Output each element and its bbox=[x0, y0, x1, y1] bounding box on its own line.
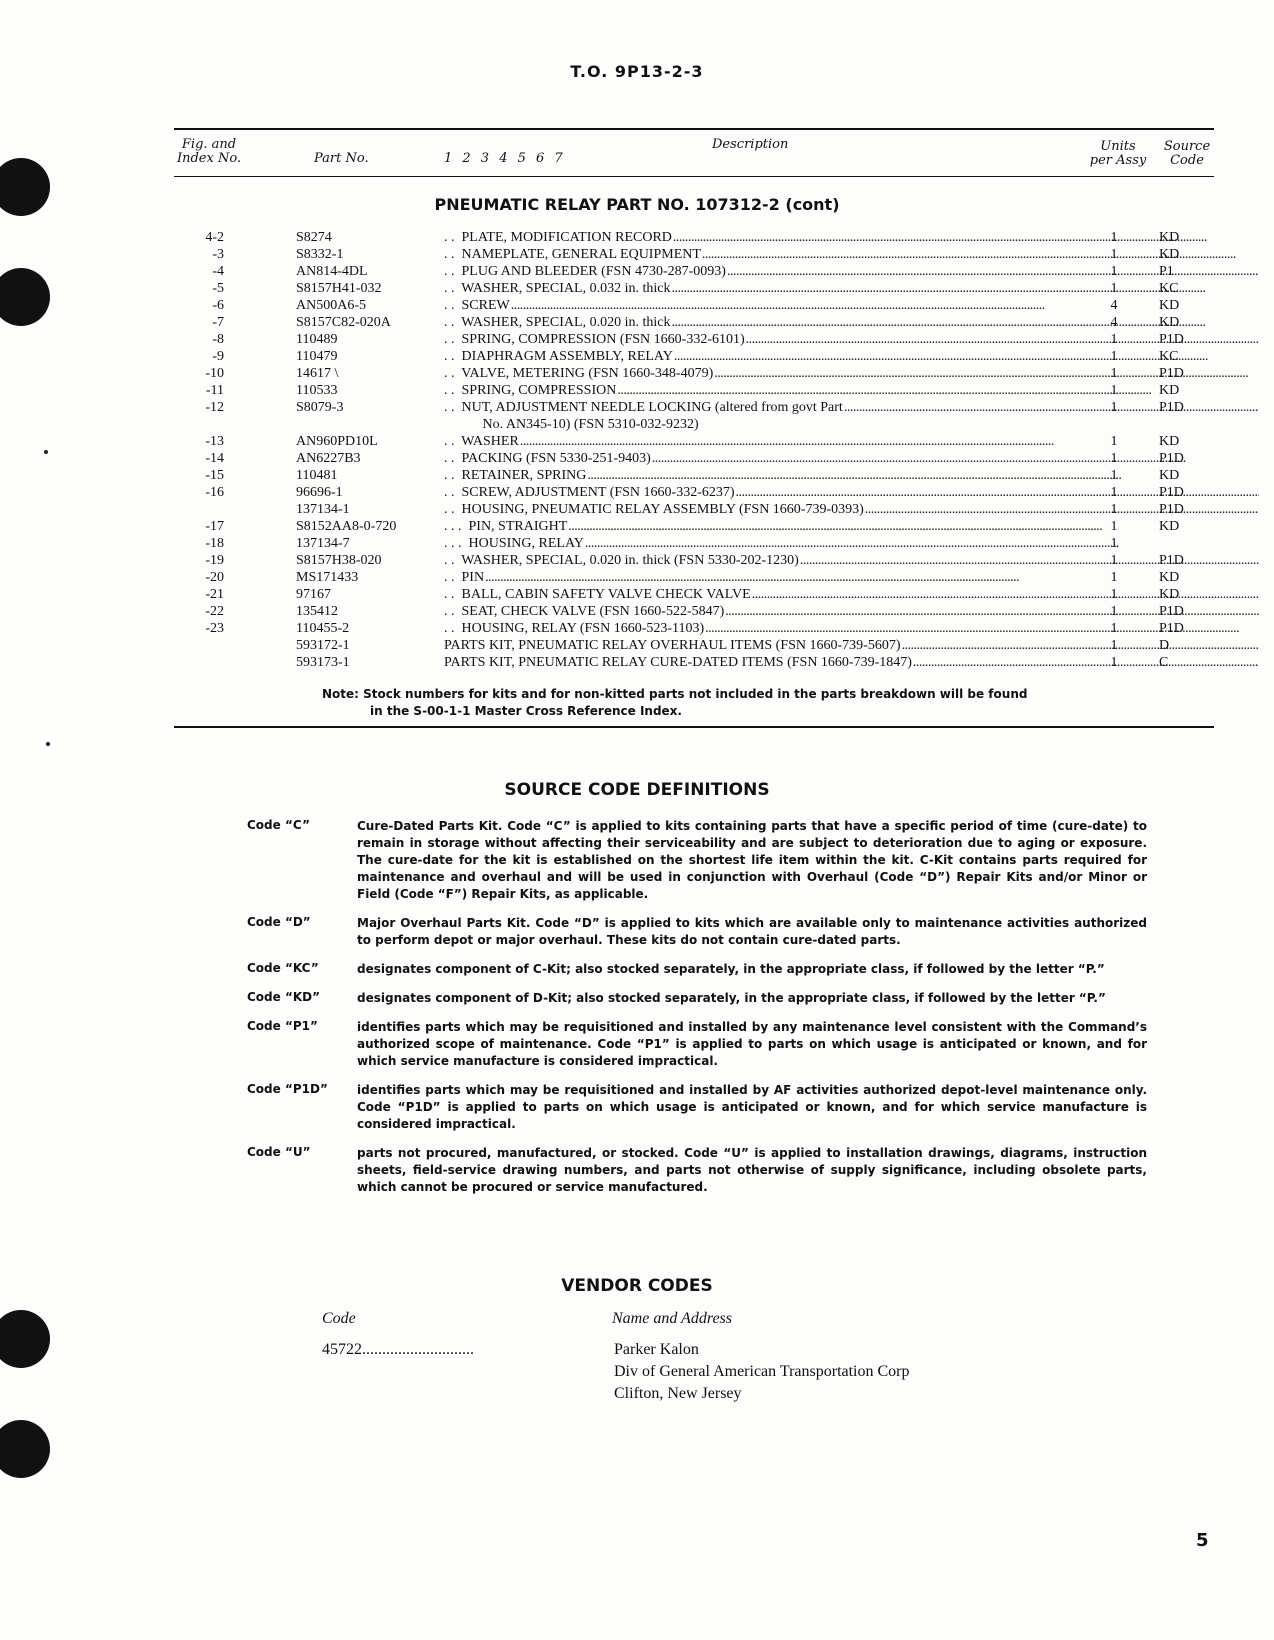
part-no: 110533 bbox=[296, 383, 338, 398]
part-no: S8079-3 bbox=[296, 400, 344, 415]
part-description bbox=[444, 637, 1259, 654]
units-per-assy: 1 bbox=[1110, 553, 1118, 568]
index-no: -11 bbox=[205, 383, 224, 398]
part-no: 135412 bbox=[296, 604, 338, 619]
parts-row bbox=[174, 229, 1214, 246]
source-code: P1D bbox=[1159, 502, 1184, 517]
parts-row bbox=[174, 637, 1214, 654]
part-description-text: . . SCREW, ADJUSTMENT (FSN 1660-332-6237) bbox=[444, 485, 735, 500]
source-code: KD bbox=[1159, 230, 1180, 245]
parts-row bbox=[174, 501, 1214, 518]
index-no: -18 bbox=[205, 536, 224, 551]
vendor-code-value: 45722............................ bbox=[322, 1341, 474, 1358]
part-description-text: . . NAMEPLATE, GENERAL EQUIPMENT bbox=[444, 247, 701, 262]
part-description-text: . . PIN bbox=[444, 570, 485, 585]
punch-hole bbox=[0, 1310, 50, 1368]
units-per-assy: 1 bbox=[1110, 383, 1118, 398]
scan-speck bbox=[46, 742, 50, 746]
part-no: AN6227B3 bbox=[296, 451, 361, 466]
index-no: -6 bbox=[212, 298, 224, 313]
fig-header-line2: Index No. bbox=[176, 151, 242, 166]
index-no: -15 bbox=[205, 468, 224, 483]
units-header-line1: Units bbox=[1100, 139, 1136, 154]
part-description bbox=[444, 433, 1259, 450]
parts-row bbox=[174, 450, 1214, 467]
part-description bbox=[444, 620, 1259, 637]
parts-row bbox=[174, 280, 1214, 297]
source-code: KD bbox=[1159, 570, 1180, 585]
units-per-assy: 1 bbox=[1110, 502, 1118, 517]
index-no: -9 bbox=[212, 349, 224, 364]
index-no: -14 bbox=[205, 451, 224, 466]
parts-row bbox=[174, 331, 1214, 348]
definition-item bbox=[247, 990, 1147, 1007]
part-description bbox=[444, 535, 1259, 552]
parts-row bbox=[174, 467, 1214, 484]
index-no: -10 bbox=[205, 366, 224, 381]
part-description-text: . . SPRING, COMPRESSION (FSN 1660-332-6101) bbox=[444, 332, 745, 347]
units-per-assy: 1 bbox=[1110, 655, 1118, 670]
units-per-assy: 1 bbox=[1110, 570, 1118, 585]
parts-row bbox=[174, 569, 1214, 586]
header-top-rule bbox=[174, 128, 1214, 130]
part-no-header: Part No. bbox=[314, 151, 369, 166]
source-code: KD bbox=[1159, 587, 1180, 602]
source-code: P1D bbox=[1159, 604, 1184, 619]
parts-row bbox=[174, 348, 1214, 365]
source-code: P1D bbox=[1159, 485, 1184, 500]
definition-code: Code “P1” bbox=[247, 1019, 318, 1033]
part-no: 593172-1 bbox=[296, 638, 350, 653]
description-header: Description bbox=[712, 137, 789, 152]
part-description bbox=[444, 484, 1259, 501]
source-code: C bbox=[1159, 655, 1169, 670]
source-code: P1D bbox=[1159, 400, 1184, 415]
part-description-text: . . PLATE, MODIFICATION RECORD bbox=[444, 230, 672, 245]
source-header bbox=[1160, 140, 1214, 168]
indent-header: 1 2 3 4 5 6 7 bbox=[444, 151, 566, 166]
part-description bbox=[444, 586, 1259, 603]
source-code: P1 bbox=[1159, 264, 1174, 279]
units-per-assy: 1 bbox=[1110, 604, 1118, 619]
parts-row bbox=[174, 552, 1214, 569]
definition-code: Code “KD” bbox=[247, 990, 320, 1004]
vendor-name-line3: Clifton, New Jersey bbox=[614, 1385, 742, 1402]
definition-code: Code “C” bbox=[247, 818, 310, 832]
punch-hole bbox=[0, 1420, 50, 1478]
part-no: S8157C82-020A bbox=[296, 315, 391, 330]
source-code: KD bbox=[1159, 315, 1180, 330]
source-code: KD bbox=[1159, 247, 1180, 262]
part-description-text: . . . PIN, STRAIGHT bbox=[444, 519, 568, 534]
units-per-assy: 1 bbox=[1110, 247, 1118, 262]
part-no: 110489 bbox=[296, 332, 338, 347]
part-no: 110479 bbox=[296, 349, 338, 364]
part-description-text: . . PACKING (FSN 5330-251-9403) bbox=[444, 451, 651, 466]
definition-text: Cure-Dated Parts Kit. Code “C” is applied to kits containing parts that have a specific period of time (cure-date) to remain in storage without affecting their serviceability and are subject to deterioration due to aging or exposure. The cure-date for the kit is established on the shortest life item within the kit. C-Kit contains parts required for maintenance and overhaul and will be used in conjunction with Overhaul (Code “D”) Repair Kits and/or Minor or Field (Code “F”) Repair Kits, as applicable. bbox=[357, 819, 1147, 901]
part-description bbox=[444, 382, 1259, 399]
part-no: 14617 \ bbox=[296, 366, 339, 381]
part-description bbox=[444, 331, 1259, 348]
units-per-assy: 1 bbox=[1110, 230, 1118, 245]
parts-row bbox=[174, 416, 1214, 433]
part-no: S8274 bbox=[296, 230, 332, 245]
part-description-text: . . HOUSING, PNEUMATIC RELAY ASSEMBLY (FSN 1660-739-0393) bbox=[444, 502, 864, 517]
index-no: -4 bbox=[212, 264, 224, 279]
units-per-assy: 1 bbox=[1110, 349, 1118, 364]
units-per-assy: 1 bbox=[1110, 485, 1118, 500]
units-per-assy: 1 bbox=[1110, 400, 1118, 415]
to-number: T.O. 9P13-2-3 bbox=[570, 62, 704, 81]
source-header-line2: Code bbox=[1170, 153, 1204, 168]
part-description bbox=[444, 552, 1259, 569]
units-per-assy: 1 bbox=[1110, 264, 1118, 279]
units-per-assy: 1 bbox=[1110, 519, 1118, 534]
part-description bbox=[444, 348, 1259, 365]
source-code: KD bbox=[1159, 383, 1180, 398]
part-description bbox=[444, 450, 1259, 467]
part-description-text: . . WASHER bbox=[444, 434, 519, 449]
vendor-name-line1: Parker Kalon bbox=[614, 1341, 699, 1358]
index-no: 4-2 bbox=[205, 230, 224, 245]
source-code: KD bbox=[1159, 519, 1180, 534]
part-no: S8157H41-032 bbox=[296, 281, 382, 296]
definition-text: designates component of C-Kit; also stocked separately, in the appropriate class, if followed by the letter “P.” bbox=[357, 962, 1105, 976]
part-description bbox=[444, 518, 1259, 535]
index-no: -16 bbox=[205, 485, 224, 500]
part-description bbox=[444, 569, 1259, 586]
part-no: S8332-1 bbox=[296, 247, 344, 262]
definition-code: Code “KC” bbox=[247, 961, 319, 975]
parts-row bbox=[174, 620, 1214, 637]
definition-item bbox=[247, 818, 1147, 903]
index-no: -12 bbox=[205, 400, 224, 415]
parts-row bbox=[174, 382, 1214, 399]
part-description-text: No. AN345-10) (FSN 5310-032-9232) bbox=[444, 417, 699, 432]
parts-list-title: PNEUMATIC RELAY PART NO. 107312-2 (cont) bbox=[434, 195, 840, 214]
part-no: S8157H38-020 bbox=[296, 553, 382, 568]
part-no: AN500A6-5 bbox=[296, 298, 366, 313]
parts-row bbox=[174, 586, 1214, 603]
vendor-code-header: Code bbox=[322, 1310, 356, 1327]
source-code-definitions bbox=[247, 818, 1147, 1208]
units-per-assy: 4 bbox=[1110, 315, 1118, 330]
index-no: -5 bbox=[212, 281, 224, 296]
part-description bbox=[444, 229, 1259, 246]
definition-item bbox=[247, 1082, 1147, 1133]
parts-list bbox=[174, 229, 1214, 671]
part-description-text: . . PLUG AND BLEEDER (FSN 4730-287-0093) bbox=[444, 264, 726, 279]
source-code: KC bbox=[1159, 281, 1179, 296]
part-description-text: . . SPRING, COMPRESSION bbox=[444, 383, 617, 398]
index-no: -19 bbox=[205, 553, 224, 568]
part-description bbox=[444, 297, 1259, 314]
part-no: AN960PD10L bbox=[296, 434, 378, 449]
vendor-name-header: Name and Address bbox=[612, 1310, 732, 1327]
part-description-text: . . WASHER, SPECIAL, 0.032 in. thick bbox=[444, 281, 671, 296]
part-no: 110481 bbox=[296, 468, 338, 483]
definition-item bbox=[247, 1019, 1147, 1070]
stock-number-note bbox=[322, 686, 1102, 720]
part-no: S8152AA8-0-720 bbox=[296, 519, 397, 534]
index-no: -7 bbox=[212, 315, 224, 330]
definition-item bbox=[247, 1145, 1147, 1196]
source-code: KD bbox=[1159, 298, 1180, 313]
units-per-assy: 1 bbox=[1110, 638, 1118, 653]
definition-text: identifies parts which may be requisitioned and installed by any maintenance level consistent with the Command’s authorized scope of maintenance. Code “P1” is applied to parts on which usage is anticipated or known, and for which service manufacture is considered impractical. bbox=[357, 1020, 1147, 1068]
source-code: P1D bbox=[1159, 451, 1184, 466]
parts-row bbox=[174, 297, 1214, 314]
punch-hole bbox=[0, 268, 50, 326]
definition-item bbox=[247, 961, 1147, 978]
part-description bbox=[444, 263, 1259, 280]
scan-speck bbox=[44, 450, 48, 454]
fig-index-header bbox=[174, 138, 244, 166]
part-no: 137134-1 bbox=[296, 502, 350, 517]
fig-header-line1: Fig. and bbox=[181, 137, 237, 152]
parts-row bbox=[174, 484, 1214, 501]
parts-row bbox=[174, 314, 1214, 331]
parts-row bbox=[174, 263, 1214, 280]
source-code: P1D bbox=[1159, 366, 1184, 381]
header-bottom-rule bbox=[174, 176, 1214, 177]
source-header-line1: Source bbox=[1163, 139, 1211, 154]
part-description-text: PARTS KIT, PNEUMATIC RELAY CURE-DATED ITEMS (FSN 1660-739-1847) bbox=[444, 655, 912, 670]
definition-code: Code “D” bbox=[247, 915, 311, 929]
units-per-assy: 1 bbox=[1110, 281, 1118, 296]
definition-code: Code “P1D” bbox=[247, 1082, 328, 1096]
source-code: P1D bbox=[1159, 553, 1184, 568]
parts-row bbox=[174, 399, 1214, 416]
definition-item bbox=[247, 915, 1147, 949]
definition-code: Code “U” bbox=[247, 1145, 311, 1159]
units-per-assy: 1 bbox=[1110, 536, 1118, 551]
part-description-text: . . NUT, ADJUSTMENT NEEDLE LOCKING (altered from govt Part bbox=[444, 400, 843, 415]
parts-row bbox=[174, 246, 1214, 263]
part-no: AN814-4DL bbox=[296, 264, 368, 279]
part-description-text: . . WASHER, SPECIAL, 0.020 in. thick bbox=[444, 315, 671, 330]
note-line1: Note: Stock numbers for kits and for non-kitted parts not included in the parts breakdown will be found bbox=[322, 687, 1028, 701]
note-line2: in the S-00-1-1 Master Cross Reference Index. bbox=[370, 704, 682, 718]
part-description-text: . . SCREW bbox=[444, 298, 510, 313]
part-description bbox=[444, 280, 1259, 297]
parts-row bbox=[174, 365, 1214, 382]
part-description-text: . . SEAT, CHECK VALVE (FSN 1660-522-5847) bbox=[444, 604, 725, 619]
source-code: KD bbox=[1159, 434, 1180, 449]
part-no: 96696-1 bbox=[296, 485, 343, 500]
parts-row bbox=[174, 654, 1214, 671]
index-no: -3 bbox=[212, 247, 224, 262]
parts-bottom-rule bbox=[174, 726, 1214, 728]
units-per-assy: 1 bbox=[1110, 451, 1118, 466]
part-description-text: . . WASHER, SPECIAL, 0.020 in. thick (FSN 5330-202-1230) bbox=[444, 553, 799, 568]
parts-row bbox=[174, 535, 1214, 552]
units-per-assy: 1 bbox=[1110, 332, 1118, 347]
source-code: KC bbox=[1159, 349, 1179, 364]
units-per-assy: 1 bbox=[1110, 366, 1118, 381]
index-no: -23 bbox=[205, 621, 224, 636]
units-per-assy: 1 bbox=[1110, 468, 1118, 483]
part-description bbox=[444, 365, 1259, 382]
part-no: 137134-7 bbox=[296, 536, 350, 551]
index-no: -22 bbox=[205, 604, 224, 619]
units-per-assy: 1 bbox=[1110, 434, 1118, 449]
part-no: 593173-1 bbox=[296, 655, 350, 670]
part-description-text: PARTS KIT, PNEUMATIC RELAY OVERHAUL ITEMS (FSN 1660-739-5607) bbox=[444, 638, 901, 653]
index-no: -8 bbox=[212, 332, 224, 347]
definition-text: Major Overhaul Parts Kit. Code “D” is applied to kits which are available only to maintenance activities authorized to perform depot or major overhaul. These kits do not contain cure-dated parts. bbox=[357, 916, 1147, 947]
units-header bbox=[1086, 140, 1150, 168]
index-no: -20 bbox=[205, 570, 224, 585]
part-description-text: . . BALL, CABIN SAFETY VALVE CHECK VALVE bbox=[444, 587, 751, 602]
part-description-text: . . VALVE, METERING (FSN 1660-348-4079) bbox=[444, 366, 714, 381]
part-description bbox=[444, 246, 1259, 263]
part-no: 97167 bbox=[296, 587, 331, 602]
part-description bbox=[444, 467, 1259, 484]
part-description-text: . . HOUSING, RELAY (FSN 1660-523-1103) bbox=[444, 621, 705, 636]
index-no: -21 bbox=[205, 587, 224, 602]
definition-text: identifies parts which may be requisitioned and installed by AF activities authorized depot-level maintenance only. Code “P1D” is applied to parts on which usage is anticipated or known, and for which service manufacture is considered impractical. bbox=[357, 1083, 1147, 1131]
part-description-text: . . DIAPHRAGM ASSEMBLY, RELAY bbox=[444, 349, 673, 364]
source-code: P1D bbox=[1159, 621, 1184, 636]
source-code: P1D bbox=[1159, 332, 1184, 347]
definition-text: designates component of D-Kit; also stocked separately, in the appropriate class, if followed by the letter “P.” bbox=[357, 991, 1106, 1005]
units-per-assy: 4 bbox=[1110, 298, 1118, 313]
units-per-assy: 1 bbox=[1110, 587, 1118, 602]
part-description bbox=[444, 314, 1259, 331]
part-description bbox=[444, 603, 1259, 620]
part-description bbox=[444, 501, 1259, 518]
source-code: KD bbox=[1159, 468, 1180, 483]
parts-row bbox=[174, 518, 1214, 535]
parts-row bbox=[174, 433, 1214, 450]
definition-text: parts not procured, manufactured, or stocked. Code “U” is applied to installation drawings, diagrams, instruction sheets, field-service drawing numbers, and parts not otherwise of supply significance, including obsolete parts, which cannot be procured or service manufactured. bbox=[357, 1146, 1147, 1194]
part-description-text: . . . HOUSING, RELAY bbox=[444, 536, 584, 551]
part-no: 110455-2 bbox=[296, 621, 350, 636]
part-description bbox=[444, 416, 1259, 433]
vendor-codes-title: VENDOR CODES bbox=[561, 1276, 713, 1296]
part-description bbox=[444, 654, 1259, 671]
part-description bbox=[444, 399, 1259, 416]
vendor-name-line2: Div of General American Transportation Corp bbox=[614, 1363, 910, 1380]
part-description-text: . . RETAINER, SPRING bbox=[444, 468, 587, 483]
parts-row bbox=[174, 603, 1214, 620]
source-code: D bbox=[1159, 638, 1170, 653]
source-code-title: SOURCE CODE DEFINITIONS bbox=[504, 780, 770, 800]
index-no: -13 bbox=[205, 434, 224, 449]
units-per-assy: 1 bbox=[1110, 621, 1118, 636]
units-header-line2: per Assy bbox=[1089, 153, 1147, 168]
index-no: -17 bbox=[205, 519, 224, 534]
part-no: MS171433 bbox=[296, 570, 359, 585]
page-number: 5 bbox=[1196, 1530, 1209, 1551]
